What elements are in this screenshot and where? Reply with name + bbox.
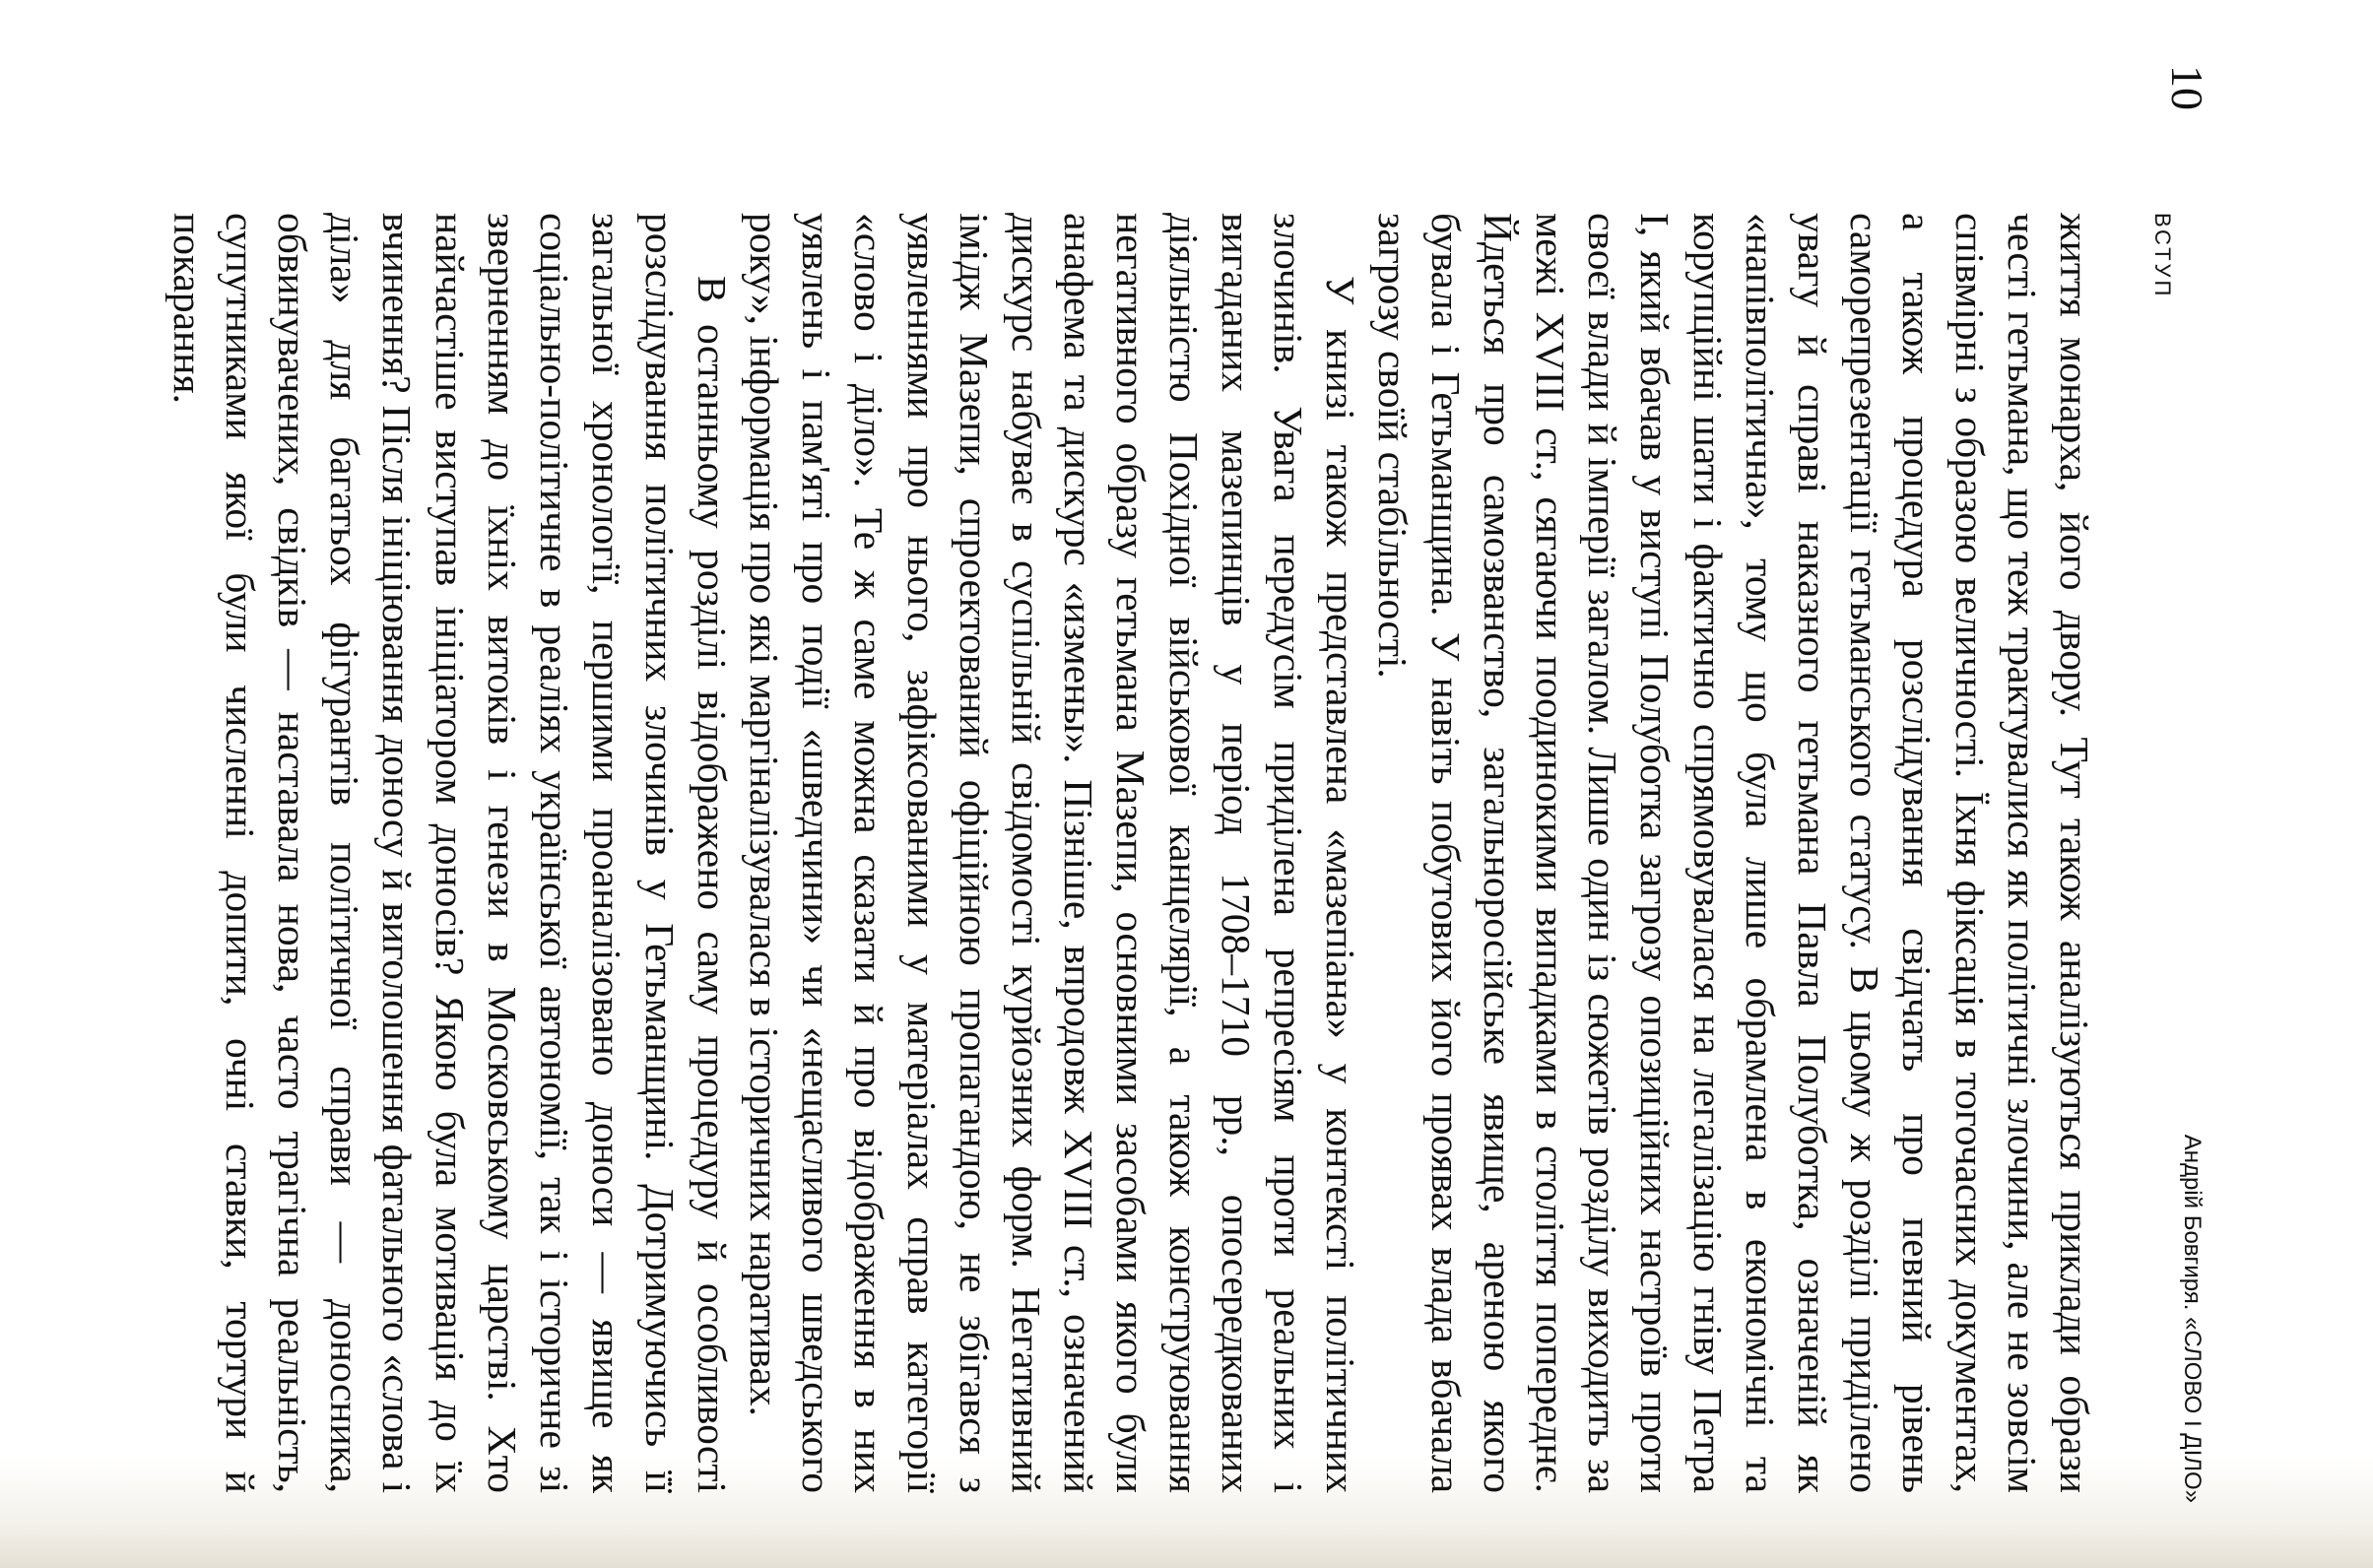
page-number: 10 bbox=[2162, 65, 2212, 110]
section-title: ВСТУП bbox=[2150, 213, 2175, 299]
page-header bbox=[2147, 65, 2216, 1503]
paragraph-3: В останньому розділі відображено саму процедуру й особливості розслідування політичних злочинів у Гетьманщині. Дотримуючись її загальної хронології, першими проаналізовано доноси — явище як соціально-політичне в реаліях української автономії, так і історичне зі зверненням до їхніх витоків і генези в Московському царстві. Хто найчастіше виступав ініціатором доносів? Якою була мотивація до їх вчинення? Після ініціювання доносу й виголошення фатального «слова і діла» для багатьох фігурантів політичної справи — доносника, обвинувачених, свідків — наставала нова, часто трагічна реальність, супутниками якої були численні допити, очні ставки, тортури й покарання. bbox=[165, 213, 735, 1493]
book-page bbox=[128, 65, 2216, 1542]
running-head: Андрій Бовгиря. «СЛОВО І ДІЛО» bbox=[2179, 1134, 2206, 1503]
paragraph-1: життя монарха, його двору. Тут також аналізуються приклади образи честі гетьмана, що теж трактувалися як політичні злочини, але не зовсім співмірні з образою величності. Їхня фіксація в тогочасних документах, а також процедура розслідування свідчать про певний рівень саморепрезентації гетьманського статусу. В цьому ж розділі приділено увагу й справі наказного гетьмана Павла Полуботка, означеній як «напівполітична», тому що була лише обрамлена в економічні та корупційні шати і фактично спрямовувалася на легалізацію гніву Петра I, який вбачав у виступі Полуботка загрозу опозиційних настроїв проти своєї влади й імперії загалом. Лише один із сюжетів розділу виходить за межі XVIII ст., сягаючи поодинокими випадками в століття попереднє. Йдеться про самозванство, загальноросійське явище, ареною якого бувала і Гетьманщина. У навіть побутових його проявах влада вбачала загрозу своїй стабільності. bbox=[1370, 213, 2097, 1493]
body-text bbox=[161, 213, 2100, 1493]
paragraph-2: У книзі також представлена «мазепіана» у контексті політичних злочинів. Увага передусім приділена репресіям проти реальних і вигаданих мазепинців у період 1708–1710 рр., опосередкованих діяльністю Похідної військової канцелярії, а також конструювання негативного образу гетьмана Мазепи, основними засобами якого були анафема та дискурс «измены». Пізніше, впродовж XVIII ст., означений дискурс набуває в суспільній свідомості курйозних форм. Негативний імідж Мазепи, спроектований офіційною пропагандою, не збігався з уявленнями про нього, зафіксованими у матеріалах справ категорії «слово і діло». Те ж саме можна сказати й про відображення в них уявлень і пам'яті про події «шведчини» чи «нещасливого шведського року», інформація про які маргіналізувалася в історичних наративах. bbox=[741, 213, 1364, 1493]
